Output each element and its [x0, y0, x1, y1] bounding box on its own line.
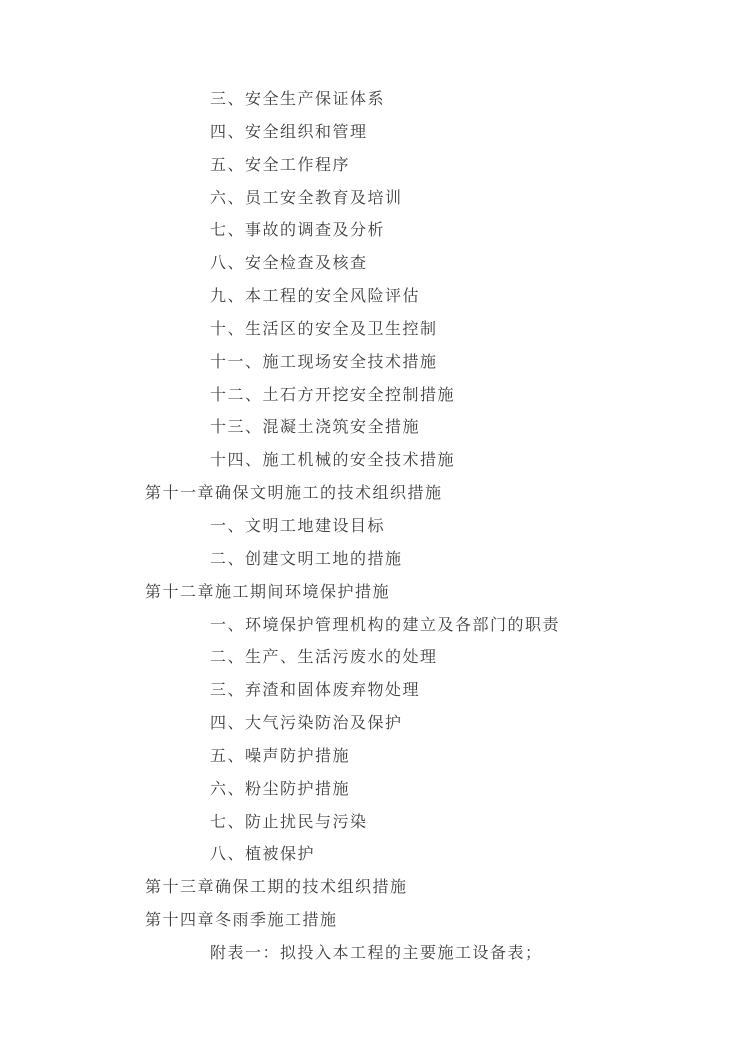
toc-item-line: 五、安全工作程序 — [210, 156, 351, 174]
toc-item-line: 四、大气污染防治及保护 — [210, 715, 403, 733]
toc-chapter-line: 第十二章施工期间环境保护措施 — [145, 583, 391, 601]
toc-item-line: 一、环境保护管理机构的建立及各部门的职责 — [210, 616, 561, 634]
toc-item-line: 四、安全组织和管理 — [210, 123, 368, 141]
toc-item-line: 一、文明工地建设目标 — [210, 517, 386, 535]
toc-item-line: 十四、施工机械的安全技术措施 — [210, 452, 456, 470]
toc-item-line: 六、粉尘防护措施 — [210, 780, 351, 798]
toc-list — [0, 84, 744, 971]
toc-item-line: 七、防止扰民与污染 — [210, 813, 368, 831]
toc-chapter-line: 第十四章冬雨季施工措施 — [145, 912, 338, 930]
toc-item-line: 十、生活区的安全及卫生控制 — [210, 320, 438, 338]
toc-item-line: 十一、施工现场安全技术措施 — [210, 353, 438, 371]
toc-item-line: 五、噪声防护措施 — [210, 747, 351, 765]
toc-item-line: 六、员工安全教育及培训 — [210, 189, 403, 207]
toc-item-line: 八、植被保护 — [210, 846, 316, 864]
toc-item-line: 七、事故的调查及分析 — [210, 222, 386, 240]
toc-item-line: 九、本工程的安全风险评估 — [210, 288, 421, 306]
toc-item-line: 三、安全生产保证体系 — [210, 91, 386, 108]
toc-item-line: 附表一：拟投入本工程的主要施工设备表； — [210, 944, 543, 962]
toc-chapter-line: 第十一章确保文明施工的技术组织措施 — [145, 485, 443, 503]
toc-chapter-line: 第十三章确保工期的技术组织措施 — [145, 879, 408, 897]
toc-item-line: 十三、混凝土浇筑安全措施 — [210, 419, 421, 437]
toc-item-line: 二、创建文明工地的措施 — [210, 550, 403, 568]
toc-item-line: 八、安全检查及核查 — [210, 255, 368, 273]
toc-item-line: 二、生产、生活污废水的处理 — [210, 649, 438, 667]
toc-item-line: 三、弃渣和固体废弃物处理 — [210, 682, 421, 700]
toc-item-line: 十二、土石方开挖安全控制措施 — [210, 386, 456, 404]
